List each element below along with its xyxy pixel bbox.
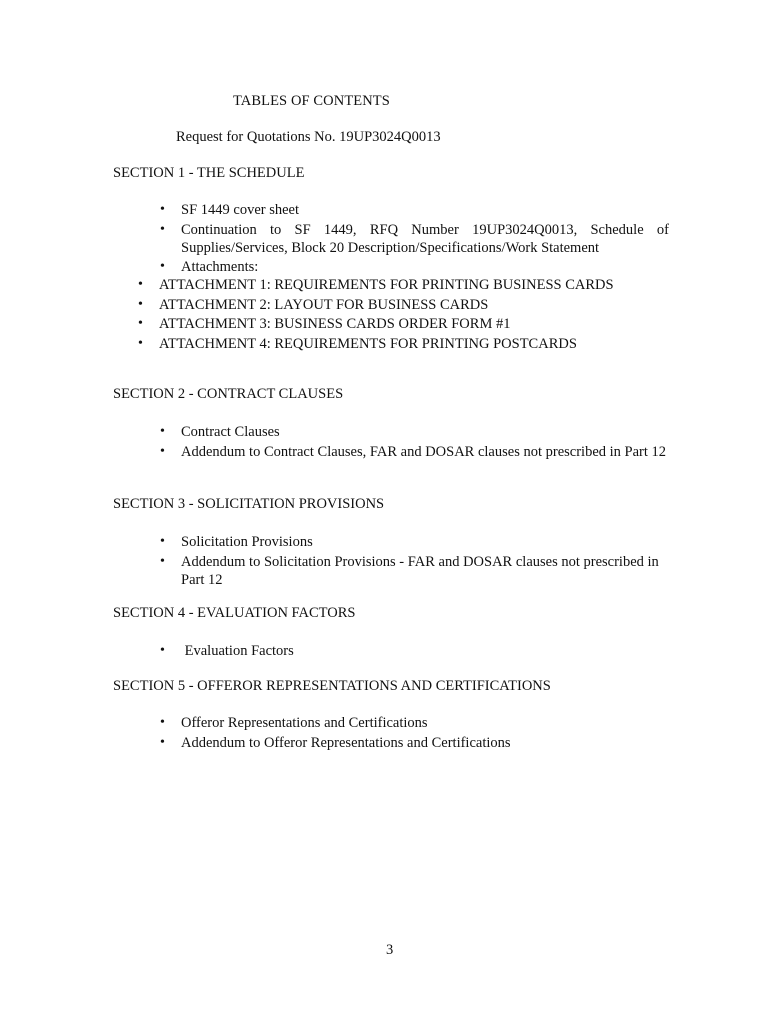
attachment-item: • ATTACHMENT 3: BUSINESS CARDS ORDER FORM #1 <box>159 315 679 333</box>
section-4-list <box>181 642 669 660</box>
section-1-heading: SECTION 1 - THE SCHEDULE <box>113 165 305 181</box>
list-item: • Addendum to Solicitation Provisions - FAR and DOSAR clauses not prescribed in Part 12 <box>181 553 669 589</box>
list-item: • Addendum to Contract Clauses, FAR and DOSAR clauses not prescribed in Part 12 <box>181 443 669 461</box>
list-item: • Solicitation Provisions <box>181 533 669 551</box>
list-item: • Attachments: <box>181 258 669 276</box>
attachment-item: • ATTACHMENT 1: REQUIREMENTS FOR PRINTING BUSINESS CARDS <box>159 276 679 294</box>
section-3-heading: SECTION 3 - SOLICITATION PROVISIONS <box>113 496 385 512</box>
list-item: • Addendum to Offeror Representations and Certifications <box>181 734 669 752</box>
list-item: • Continuation to SF 1449, RFQ Number 19UP3024Q0013, Schedule of Supplies/Services, Block 20 Description/Specifications/Work Statement <box>181 221 669 257</box>
list-item: • Contract Clauses <box>181 423 669 441</box>
section-1-list <box>181 201 669 276</box>
section-5-heading: SECTION 5 - OFFEROR REPRESENTATIONS AND CERTIFICATIONS <box>113 678 551 694</box>
rfq-subtitle: Request for Quotations No. 19UP3024Q0013 <box>176 129 441 145</box>
section-5-list <box>181 714 669 752</box>
page-number: 3 <box>386 942 394 958</box>
list-item: • Offeror Representations and Certifications <box>181 714 669 732</box>
list-item: • SF 1449 cover sheet <box>181 201 669 219</box>
section-2-list <box>181 423 669 461</box>
attachments-list <box>159 276 679 353</box>
attachment-item: • ATTACHMENT 2: LAYOUT FOR BUSINESS CARDS <box>159 296 679 314</box>
section-4-heading: SECTION 4 - EVALUATION FACTORS <box>113 605 356 621</box>
document-title: TABLES OF CONTENTS <box>233 93 390 109</box>
attachment-item: • ATTACHMENT 4: REQUIREMENTS FOR PRINTING POSTCARDS <box>159 335 679 353</box>
list-item: • Evaluation Factors <box>181 642 669 660</box>
section-2-heading: SECTION 2 - CONTRACT CLAUSES <box>113 386 344 402</box>
section-3-list <box>181 533 669 589</box>
